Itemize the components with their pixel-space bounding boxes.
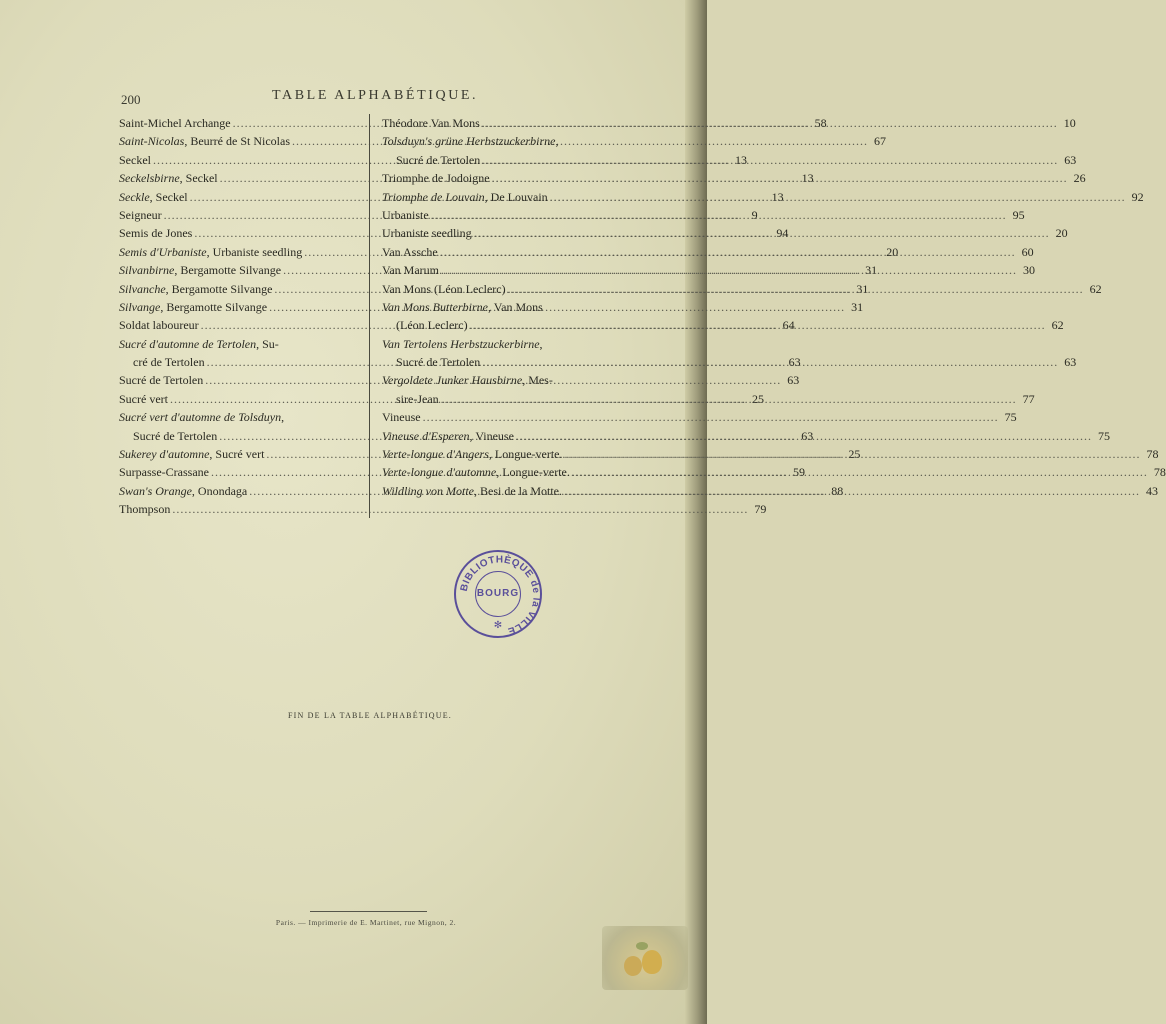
entry-text: Saint-Michel Archange bbox=[119, 115, 231, 130]
entry-text: , Beurré de St Nicolas bbox=[184, 134, 290, 149]
entry-text: , bbox=[539, 336, 543, 351]
entry-text: (Léon Leclerc) bbox=[396, 318, 468, 333]
entry-text: , Longue-verte. bbox=[488, 447, 563, 462]
entry-name bbox=[382, 445, 563, 463]
entry-page-number: 31 bbox=[856, 281, 869, 296]
entry-page-number: 63 bbox=[1064, 152, 1077, 167]
entry-name bbox=[119, 390, 168, 408]
entry-text: , Onondaga bbox=[191, 483, 248, 498]
entry-name bbox=[382, 463, 570, 481]
dot-leader bbox=[550, 188, 1126, 206]
entry-text: Urbaniste seedling bbox=[382, 226, 472, 241]
entry-text: Seckel bbox=[119, 152, 151, 167]
end-of-table-text: FIN DE LA TABLE ALPHABÉTIQUE. bbox=[287, 711, 452, 720]
entry-name bbox=[382, 132, 558, 150]
entry-name bbox=[119, 316, 199, 334]
entry-page-number: 30 bbox=[1023, 263, 1035, 278]
entry-page-number: 79 bbox=[754, 502, 767, 517]
entry-page-number: 62 bbox=[1051, 318, 1064, 333]
dot-leader bbox=[172, 500, 748, 518]
entry-page-number: 64 bbox=[782, 318, 795, 333]
entry-synonym-italic: Silvanbirne bbox=[119, 263, 175, 278]
entry-text: , Urbaniste seedling bbox=[206, 244, 303, 259]
page-header bbox=[0, 86, 707, 110]
entry-synonym-italic: Seckelsbirne bbox=[119, 171, 180, 186]
entry-page-number: 25 bbox=[751, 391, 764, 406]
entry-text: Van Marum bbox=[382, 263, 439, 278]
entry-name bbox=[119, 224, 192, 242]
entry-name bbox=[119, 206, 162, 224]
apple-icon bbox=[642, 950, 662, 974]
entry-page-number: 10 bbox=[1063, 115, 1076, 130]
entry-text: Sucré de Tertolen bbox=[396, 152, 481, 167]
entry-name bbox=[396, 353, 480, 371]
running-title: TABLE ALPHABÉTIQUE. bbox=[272, 88, 479, 103]
entry-name bbox=[382, 243, 438, 261]
dot-leader bbox=[508, 280, 1084, 298]
entry-name bbox=[382, 371, 553, 389]
entry-name bbox=[382, 298, 543, 316]
entry-text: Sucré de Tertolen bbox=[119, 373, 204, 388]
entry-page-number: 63 bbox=[788, 355, 801, 370]
entry-name bbox=[119, 335, 279, 353]
entry-page-number: 31 bbox=[851, 299, 864, 314]
entry-synonym-italic: Silvanche bbox=[119, 281, 166, 296]
entry-text: Théodore Van Mons bbox=[382, 115, 480, 130]
entry-synonym-italic: Swan's Orange bbox=[119, 483, 192, 498]
entry-name bbox=[382, 261, 439, 279]
entry-text: Vineuse bbox=[382, 410, 421, 425]
entry-page-number: 13 bbox=[771, 189, 784, 204]
index-entry bbox=[382, 132, 624, 150]
entry-page-number: 78 bbox=[1153, 465, 1166, 480]
dot-leader bbox=[482, 353, 1058, 371]
entry-synonym-italic: Semis d'Urbaniste bbox=[119, 244, 207, 259]
dot-leader bbox=[441, 390, 1017, 408]
entry-synonym-italic: Van Tertolens Herbstzuckerbirne bbox=[382, 336, 540, 351]
index-entry bbox=[382, 206, 1025, 224]
dot-leader bbox=[516, 427, 1092, 445]
entry-page-number: 20 bbox=[1055, 226, 1068, 241]
entry-text: , Bergamotte Silvange bbox=[165, 281, 273, 296]
entry-page-number: 20 bbox=[886, 244, 899, 259]
entry-synonym-italic: Sucré vert d'automne de Tolsduyn bbox=[119, 410, 282, 425]
entry-text: , Besi de la Motte. bbox=[474, 483, 562, 498]
entry-name bbox=[382, 335, 543, 353]
entry-synonym-italic: Sucré d'automne de Tertolen bbox=[119, 336, 257, 351]
entry-name bbox=[133, 427, 217, 445]
entry-name bbox=[119, 445, 264, 463]
dot-leader bbox=[565, 445, 1141, 463]
entry-page-number: 88 bbox=[831, 483, 844, 498]
entry-text: , bbox=[555, 134, 559, 149]
entry-synonym-italic: Van Mons Butterbirne bbox=[382, 299, 488, 314]
dot-leader bbox=[482, 114, 1058, 132]
entry-name bbox=[382, 224, 472, 242]
entry-page-number: 67 bbox=[873, 134, 886, 149]
dot-leader bbox=[440, 243, 1016, 261]
index-entry bbox=[119, 500, 767, 518]
entry-page-number: 43 bbox=[1145, 483, 1158, 498]
entry-name bbox=[119, 408, 284, 426]
entry-text: Seigneur bbox=[119, 207, 162, 222]
entry-name bbox=[119, 114, 231, 132]
entry-synonym-italic: Tolsduyn's grüne Herbstzuckerbirne bbox=[382, 134, 556, 149]
entry-text: Urbaniste bbox=[382, 207, 429, 222]
index-entry bbox=[382, 298, 624, 316]
entry-name bbox=[119, 298, 267, 316]
index-entry bbox=[382, 371, 624, 389]
leaf-icon bbox=[636, 942, 648, 950]
dot-leader bbox=[441, 261, 1017, 279]
entry-name bbox=[119, 243, 302, 261]
entry-text: , Seckel bbox=[149, 189, 188, 204]
entry-page-number: 31 bbox=[865, 263, 878, 278]
entry-synonym-italic: Seckle bbox=[119, 189, 150, 204]
entry-text: Van Assche bbox=[382, 244, 438, 259]
entry-text: cré de Tertolen bbox=[133, 355, 205, 370]
entry-name bbox=[396, 390, 439, 408]
index-entry bbox=[382, 408, 1017, 426]
entry-page-number: 25 bbox=[848, 447, 861, 462]
entry-name bbox=[382, 188, 548, 206]
entry-page-number: 13 bbox=[801, 171, 814, 186]
entry-synonym-italic: Verte-longue d'Angers bbox=[382, 447, 489, 462]
entry-page-number: 63 bbox=[801, 428, 814, 443]
entry-name bbox=[382, 206, 429, 224]
entry-name bbox=[119, 482, 247, 500]
dot-leader bbox=[470, 316, 1046, 334]
entry-page-number: 58 bbox=[814, 115, 827, 130]
entry-text: , Su- bbox=[256, 336, 279, 351]
entry-name bbox=[382, 169, 490, 187]
imprint-rule bbox=[310, 911, 427, 912]
entry-name bbox=[119, 280, 272, 298]
entry-name bbox=[382, 427, 514, 445]
entry-text: Soldat laboureur bbox=[119, 318, 199, 333]
entry-page-number: 77 bbox=[1022, 391, 1035, 406]
entry-text: Sucré de Tertolen bbox=[396, 355, 481, 370]
fruit-watermark-logo bbox=[602, 926, 688, 990]
entry-text: Triomphe de Jodoigne bbox=[382, 171, 490, 186]
entry-synonym-italic: Vineuse d'Esperen bbox=[382, 428, 470, 443]
index-entry bbox=[382, 335, 624, 353]
entry-page-number: 13 bbox=[735, 152, 747, 167]
entry-text: , Seckel bbox=[179, 171, 218, 186]
stamp-ring-label: BIBLIOTHÈQUE de la VILLE bbox=[458, 554, 542, 637]
entry-name bbox=[382, 280, 506, 298]
pear-icon bbox=[624, 956, 642, 976]
column-divider bbox=[369, 114, 370, 518]
entry-name bbox=[119, 371, 203, 389]
dot-leader bbox=[564, 482, 1140, 500]
entry-name bbox=[119, 132, 290, 150]
entry-page-number: 95 bbox=[1012, 207, 1025, 222]
entry-text: , Van Mons bbox=[488, 299, 543, 314]
index-entry bbox=[119, 408, 357, 426]
entry-name bbox=[119, 500, 170, 518]
entry-name bbox=[119, 463, 209, 481]
entry-text: Thompson bbox=[119, 502, 171, 517]
entry-synonym-italic: Triomphe de Louvain bbox=[382, 189, 485, 204]
entry-text: , Mes- bbox=[522, 373, 553, 388]
entry-name bbox=[382, 482, 562, 500]
entry-synonym-italic: Verte-longue d'automne bbox=[382, 465, 497, 480]
entry-page-number: 92 bbox=[1131, 189, 1144, 204]
entry-text: , bbox=[281, 410, 285, 425]
entry-synonym-italic: Saint-Nicolas bbox=[119, 134, 185, 149]
entry-name bbox=[396, 151, 480, 169]
entry-synonym-italic: Silvange bbox=[119, 299, 161, 314]
entry-name bbox=[119, 261, 281, 279]
entry-name bbox=[133, 353, 205, 371]
entry-name bbox=[119, 188, 188, 206]
dot-leader bbox=[492, 169, 1068, 187]
entry-text: , Longue-verte. bbox=[496, 465, 570, 480]
entry-page-number: 9 bbox=[751, 207, 758, 222]
entry-text: Semis de Jones bbox=[119, 226, 193, 241]
page-number: 200 bbox=[121, 92, 141, 107]
entry-name bbox=[119, 151, 151, 169]
entry-page-number: 59 bbox=[792, 465, 805, 480]
stamp-center-text: BOURG bbox=[476, 588, 520, 599]
entry-text: , Vineuse bbox=[469, 428, 514, 443]
printer-imprint: Paris. — Imprimerie de E. Martinet, rue Mignon, 2. bbox=[275, 918, 457, 927]
entry-page-number: 75 bbox=[1097, 428, 1110, 443]
entry-name bbox=[382, 408, 421, 426]
entry-page-number: 78 bbox=[1146, 447, 1159, 462]
entry-text: , De Louvain bbox=[484, 189, 548, 204]
dot-leader bbox=[474, 224, 1050, 242]
entry-text: Van Mons (Léon Leclerc) bbox=[382, 281, 506, 296]
library-stamp bbox=[454, 550, 542, 638]
index-entry bbox=[382, 353, 1077, 371]
entry-synonym-italic: Wildling von Motte bbox=[382, 483, 474, 498]
stamp-star-icon: ✻ bbox=[493, 620, 503, 631]
entry-page-number: 60 bbox=[1021, 244, 1034, 259]
entry-page-number: 26 bbox=[1073, 171, 1086, 186]
entry-page-number: 63 bbox=[787, 373, 800, 388]
entry-text: sire-Jean bbox=[396, 391, 439, 406]
dot-leader bbox=[431, 206, 1007, 224]
entry-page-number: 94 bbox=[776, 226, 789, 241]
entry-name bbox=[382, 114, 480, 132]
entry-page-number: 62 bbox=[1089, 281, 1102, 296]
entry-text: Sucré de Tertolen bbox=[133, 428, 218, 443]
entry-text: Sucré vert bbox=[119, 391, 168, 406]
dot-leader bbox=[572, 463, 1148, 481]
index-entry bbox=[119, 335, 357, 353]
entry-text: , Bergamotte Silvange bbox=[174, 263, 282, 278]
dot-leader bbox=[423, 408, 999, 426]
entry-name bbox=[119, 169, 218, 187]
entry-page-number: 63 bbox=[1064, 355, 1077, 370]
entry-text: , Bergamotte Silvange bbox=[160, 299, 268, 314]
entry-page-number: 75 bbox=[1004, 410, 1017, 425]
entry-text: , Sucré vert bbox=[209, 447, 265, 462]
entry-text: Surpasse-Crassane bbox=[119, 465, 209, 480]
entry-synonym-italic: Sukerey d'automne bbox=[119, 447, 210, 462]
entry-name bbox=[396, 316, 468, 334]
dot-leader bbox=[482, 151, 1058, 169]
entry-synonym-italic: Vergoldete Junker Hausbirne bbox=[382, 373, 523, 388]
